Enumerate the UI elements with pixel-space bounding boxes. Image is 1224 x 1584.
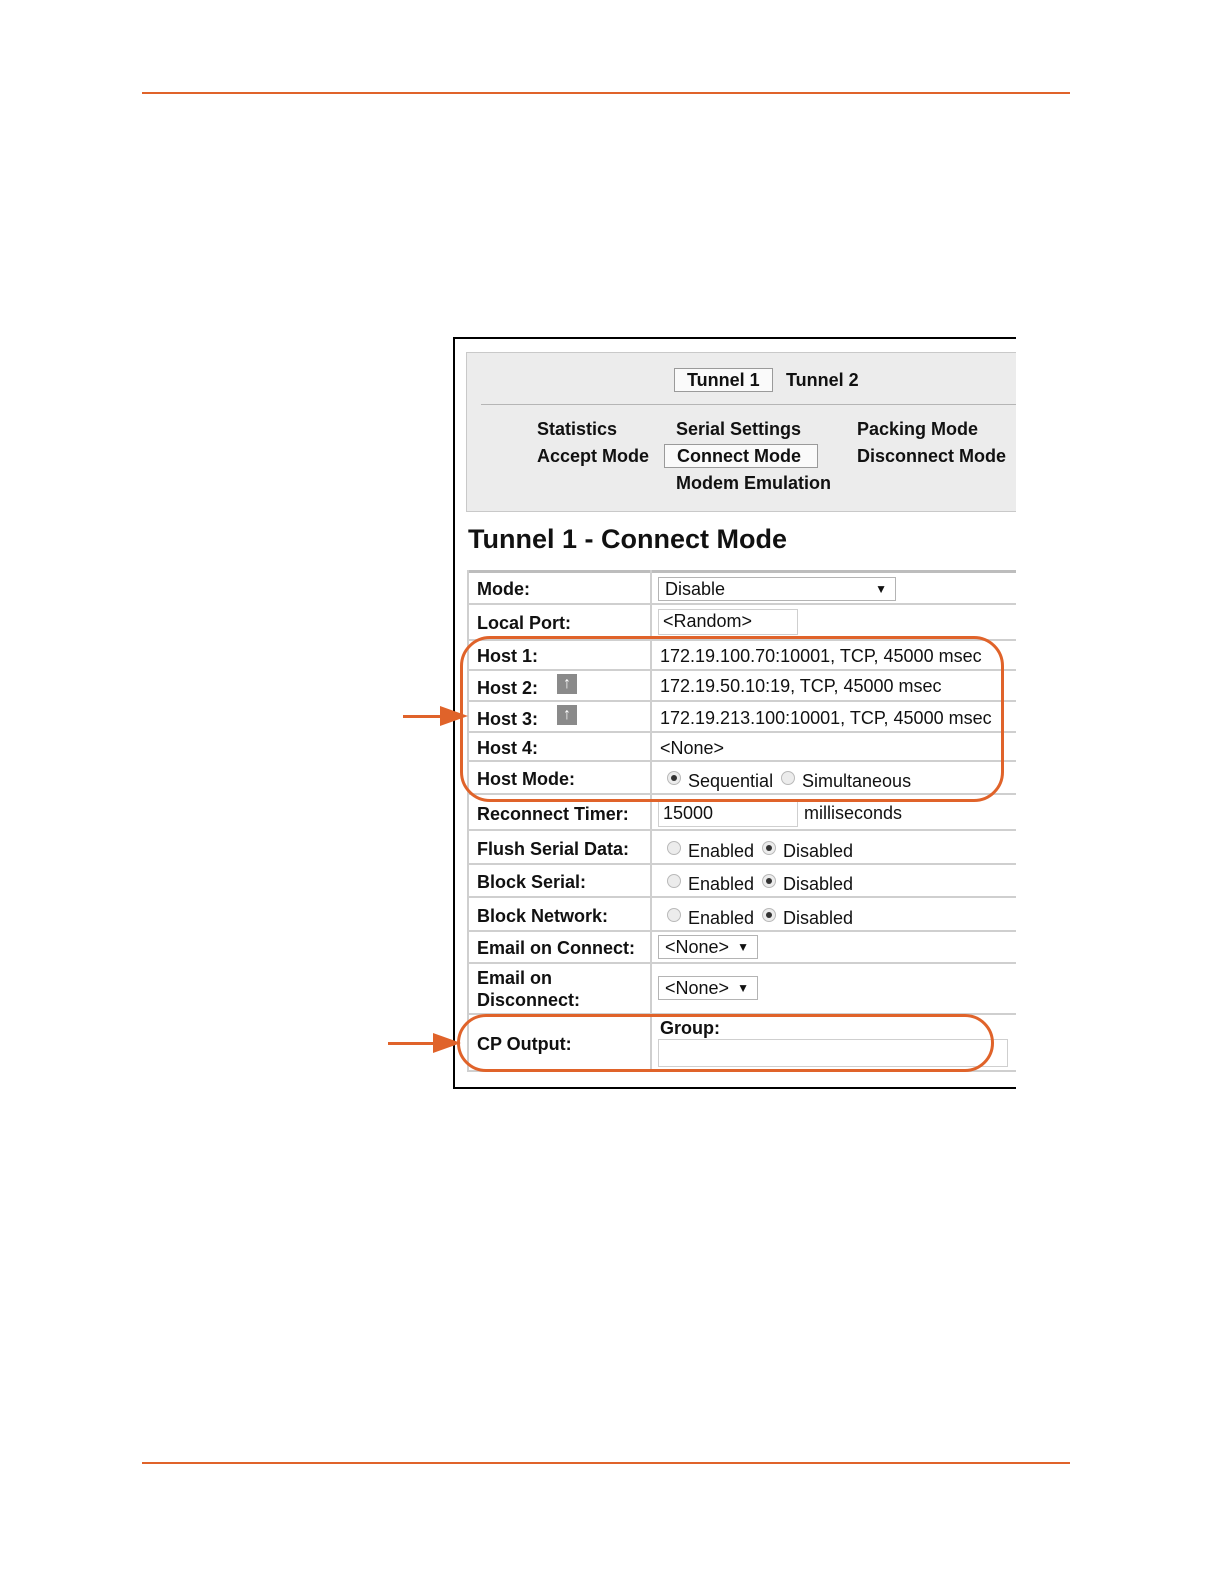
block-serial-disabled-radio[interactable]: [762, 874, 776, 888]
block-serial-enabled-label: Enabled: [688, 874, 755, 894]
cp-output-callout-outline: [457, 1014, 994, 1072]
row-divider: [467, 863, 1016, 865]
block-serial-enabled-radio[interactable]: [667, 874, 681, 888]
host-3-value[interactable]: 172.19.213.100:10001, TCP, 45000 msec: [660, 708, 992, 728]
host-4-label: Host 4:: [477, 738, 539, 758]
mode-select-value: Disable: [665, 579, 726, 599]
arrow-right-icon: [433, 1033, 461, 1053]
page-footer-rule: [142, 1462, 1070, 1464]
tab-tunnel-1[interactable]: Tunnel 1: [674, 368, 773, 392]
host-1-label: Host 1:: [477, 646, 539, 666]
reconnect-timer-unit: milliseconds: [804, 803, 903, 823]
flush-serial-disabled-radio[interactable]: [762, 841, 776, 855]
host-mode-simultaneous-label: Simultaneous: [802, 771, 912, 791]
page-header-rule: [142, 92, 1070, 94]
nav-disconnect-mode[interactable]: Disconnect Mode: [857, 446, 1007, 466]
triangle-down-icon: ▼: [737, 981, 749, 995]
page-title: Tunnel 1 - Connect Mode: [468, 524, 787, 554]
reconnect-timer-input[interactable]: 15000: [658, 801, 798, 827]
host-mode-sequential-label: Sequential: [688, 771, 774, 791]
email-on-disconnect-label-line1: Email on: [477, 968, 553, 988]
table-border-top: [467, 570, 1016, 573]
block-network-disabled-label: Disabled: [783, 908, 854, 928]
flush-serial-enabled-radio[interactable]: [667, 841, 681, 855]
hosts-callout-outline: [460, 636, 1004, 802]
email-on-disconnect-value: <None>: [665, 978, 730, 998]
host-2-label: Host 2:: [477, 678, 539, 698]
host-2-value[interactable]: 172.19.50.10:19, TCP, 45000 msec: [660, 676, 942, 696]
email-on-connect-select[interactable]: [658, 935, 758, 959]
email-on-disconnect-select[interactable]: [658, 976, 758, 1000]
flush-serial-data-label: Flush Serial Data:: [477, 839, 630, 859]
local-port-input[interactable]: <Random>: [658, 609, 798, 635]
nav-statistics[interactable]: Statistics: [537, 419, 618, 439]
cp-output-group-label: Group:: [660, 1018, 720, 1038]
host-1-value[interactable]: 172.19.100.70:10001, TCP, 45000 msec: [660, 646, 982, 666]
row-divider: [467, 896, 1016, 898]
mode-select[interactable]: [658, 577, 896, 601]
nav-connect-mode[interactable]: Connect Mode: [664, 444, 818, 468]
triangle-down-icon: ▼: [737, 940, 749, 954]
block-network-enabled-label: Enabled: [688, 908, 755, 928]
flush-serial-enabled-label: Enabled: [688, 841, 755, 861]
block-network-label: Block Network:: [477, 906, 609, 926]
cp-output-label: CP Output:: [477, 1034, 572, 1054]
host-4-value[interactable]: <None>: [660, 738, 725, 758]
nav-packing-mode[interactable]: Packing Mode: [857, 419, 979, 439]
host-3-label: Host 3:: [477, 709, 539, 729]
arrow-right-icon: [440, 706, 468, 726]
block-network-disabled-radio[interactable]: [762, 908, 776, 922]
host-mode-label: Host Mode:: [477, 769, 575, 789]
email-on-disconnect-label-line2: Disconnect:: [477, 990, 581, 1010]
nav-accept-mode[interactable]: Accept Mode: [537, 446, 650, 466]
flush-serial-disabled-label: Disabled: [783, 841, 854, 861]
arrow-up-icon[interactable]: ↑: [557, 705, 577, 725]
row-divider: [467, 930, 1016, 932]
row-divider: [467, 962, 1016, 964]
mode-label: Mode:: [477, 579, 530, 599]
row-divider: [467, 603, 1016, 605]
block-serial-label: Block Serial:: [477, 872, 587, 892]
nav-serial-settings[interactable]: Serial Settings: [676, 419, 802, 439]
block-serial-disabled-label: Disabled: [783, 874, 854, 894]
arrow-up-icon[interactable]: ↑: [557, 674, 577, 694]
cp-output-callout-arrow: [388, 1042, 436, 1045]
email-on-connect-label: Email on Connect:: [477, 938, 636, 958]
triangle-down-icon: ▼: [875, 582, 887, 596]
reconnect-timer-label: Reconnect Timer:: [477, 804, 629, 824]
hosts-callout-arrow: [403, 715, 443, 718]
email-on-connect-value: <None>: [665, 937, 730, 957]
row-divider: [467, 829, 1016, 831]
block-network-enabled-radio[interactable]: [667, 908, 681, 922]
nav-divider: [481, 404, 1016, 405]
local-port-label: Local Port:: [477, 613, 572, 633]
nav-modem-emulation[interactable]: Modem Emulation: [676, 473, 832, 493]
tab-tunnel-2[interactable]: Tunnel 2: [786, 370, 859, 390]
